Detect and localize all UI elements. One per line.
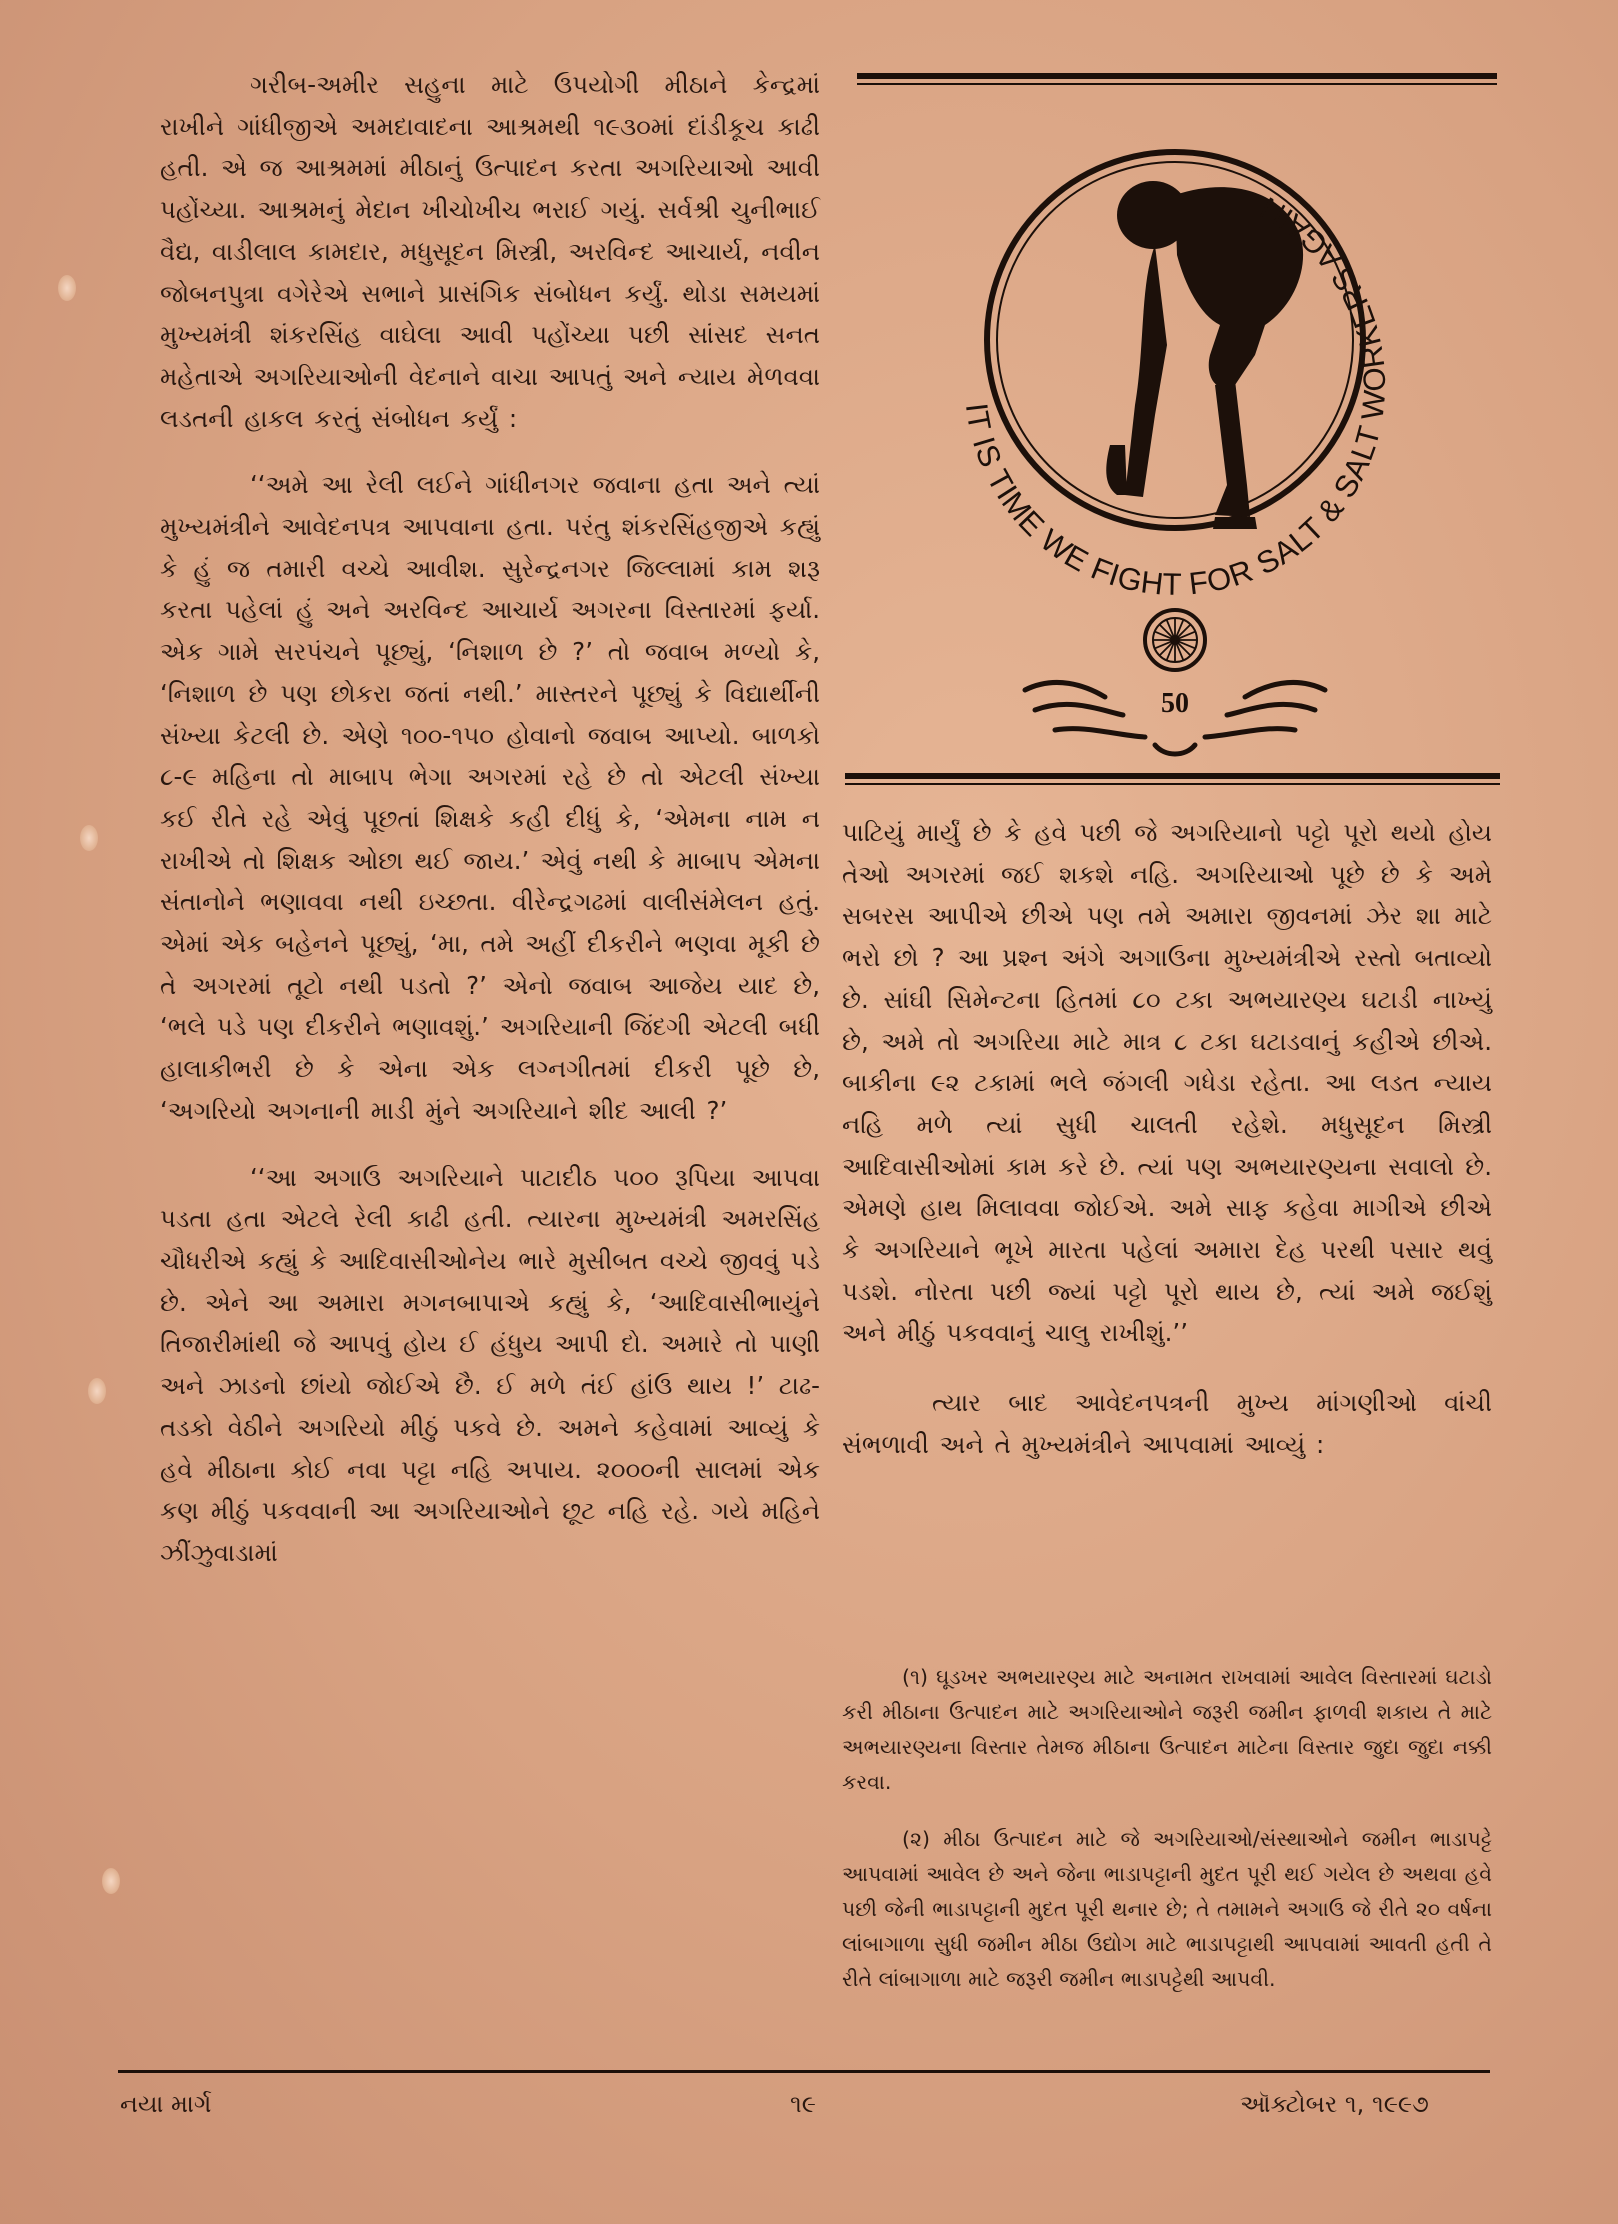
footer-page-number: ૧૯: [790, 2090, 816, 2118]
top-rule: [857, 73, 1497, 79]
punch-hole: [102, 1868, 120, 1894]
salt-workers-emblem: [855, 85, 1495, 765]
paragraph: ગરીબ-અમીર સહુના માટે ઉપયોગી મીઠાને કેન્દ્રમાં રાખીને ગાંધીજીએ અમદાવાદના આશ્રમથી ૧૯૩૦માં દાંડીકૂચ કાઢી હતી. એ જ આશ્રમમાં મીઠાનું ઉત્પાદન કરતા અગરિયાઓ આવી પહોંચ્યા. આશ્રમનું મેદાન ખીચોખીચ ભરાઈ ગયું. સર્વશ્રી ચુનીભાઈ વૈદ્ય, વાડીલાલ કામદાર, મધુસૂદન મિસ્ત્રી, અરવિન્દ આચાર્ય, નવીન જોબનપુત્રા વગેરેએ સભાને પ્રાસંગિક સંબોધન કર્યું. થોડા સમયમાં મુખ્યમંત્રી શંકરસિંહ વાઘેલા આવી પહોંચ્યા પછી સાંસદ સનત મહેતાએ અગરિયાઓની વેદનાને વાચા આપતું અને ન્યાય મેળવવા લડતની હાકલ કરતું સંબોધન કર્યું :: [160, 70, 820, 433]
right-column: [842, 812, 1492, 1466]
footer-publication: નયા માર્ગ: [120, 2090, 212, 2118]
demand-item: (૧) ઘૂડખર અભયારણ્ય માટે અનામત રાખવામાં આવેલ વિસ્તારમાં ઘટાડો કરી મીઠાના ઉત્પાદન માટે અગરિયાઓને જરૂરી જમીન ફાળવી શકાય તે માટે અભયારણ્યના વિસ્તાર તેમજ મીઠાના ઉત્પાદન માટેના વિસ્તાર જુદા જુદા નક્કી કરવા.: [842, 1665, 1492, 1794]
paragraph: ‘‘આ અગાઉ અગરિયાને પાટાદીઠ ૫૦૦ રૂપિયા આપવા પડતા હતા એટલે રેલી કાઢી હતી. ત્યારના મુખ્યમંત્રી અમરસિંહ ચૌધરીએ કહ્યું કે આદિવાસીઓનેય ભારે મુસીબત વચ્ચે જીવવું પડે છે. એને આ અમારા મગનબાપાએ કહ્યું કે, ‘આદિવાસીભાયુંને તિજારીમાંથી જે આપવું હોય ઈ હંધુય આપી દો. અમારે તો પાણી અને ઝાડનો છાંયો જોઈએ છૈ. ઈ મળે તંઈ હાંઉ થાય !’ ટાઢ-તડકો વેઠીને અગરિયો મીઠું પકવે છે. અમને કહેવામાં આવ્યું કે હવે મીઠાના કોઈ નવા પટ્ટા નહિ અપાય. ૨૦૦૦ની સાલમાં એક કણ મીઠું પકવવાની આ અગરિયાઓને છૂટ નહિ રહે. ગયે મહિને ઝીંઝુવાડામાં: [160, 1162, 820, 1567]
emblem-number: 50: [1161, 688, 1189, 719]
emblem-bottom-rule: [845, 773, 1500, 779]
demand-item: (૨) મીઠા ઉત્પાદન માટે જે અગરિયાઓ/સંસ્થાઓને જમીન ભાડાપટ્ટે આપવામાં આવેલ છે અને જેના ભાડાપટ્ટાની મુદત પૂરી થઈ ગયેલ છે અથવા હવે પછી જેની ભાડાપટ્ટાની મુદત પૂરી થનાર છે; તે તમામને અગાઉ જે રીતે ૨૦ વર્ષના લાંબાગાળા સુધી જમીન મીઠા ઉદ્યોગ માટે ભાડાપટ્ટાથી આપવામાં આવતી હતી તે રીતે લાંબાગાળા માટે જરૂરી જમીન ભાડાપટ્ટેથી આપવી.: [842, 1827, 1492, 1991]
footer-rule: [118, 2070, 1490, 2073]
punch-hole: [80, 825, 98, 851]
salt-worker-figure: [1106, 181, 1303, 529]
punch-hole: [58, 275, 76, 301]
demands-list: [842, 1660, 1492, 1997]
emblem-circle-text: IT IS TIME WE FIGHT FOR SALT & SALT WORKERS AGAIN: [958, 189, 1393, 602]
punch-hole: [88, 1378, 106, 1404]
left-column: [160, 64, 820, 1574]
emblem-bottom-rule-thin: [845, 783, 1500, 785]
paragraph: ‘‘અમે આ રેલી લઈને ગાંધીનગર જવાના હતા અને ત્યાં મુખ્યમંત્રીને આવેદનપત્ર આપવાના હતા. પરંતુ શંકરસિંહજીએ કહ્યું કે હું જ તમારી વચ્ચે આવીશ. સુરેન્દ્રનગર જિલ્લામાં કામ શરૂ કરતા પહેલાં હું અને અરવિન્દ આચાર્ય અગરના વિસ્તારમાં ફર્યા. એક ગામે સરપંચને પૂછ્યું, ‘નિશાળ છે ?’ તો જવાબ મળ્યો કે, ‘નિશાળ છે પણ છોકરા જતાં નથી.’ માસ્તરને પૂછ્યું કે વિદ્યાર્થીની સંખ્યા કેટલી છે. એણે ૧૦૦-૧૫૦ હોવાનો જવાબ આપ્યો. બાળકો ૮-૯ મહિના તો માબાપ ભેગા અગરમાં રહે છે તો એટલી સંખ્યા કઈ રીતે રહે એવું પૂછતાં શિક્ષકે કહી દીધું કે, ‘એમના નામ ન રાખીએ તો શિક્ષક ઓછા થઈ જાય.’ એવું નથી કે માબાપ એમના સંતાનોને ભણાવવા નથી ઇચ્છતા. વીરેન્દ્રગઢમાં વાલીસંમેલન હતું. એમાં એક બહેનને પૂછ્યું, ‘મા, તમે અહીં દીકરીને ભણવા મૂકી છે તે અગરમાં તૂટો નથી પડતો ?’ એનો જવાબ આજેય યાદ છે, ‘ભલે પડે પણ દીકરીને ભણાવશું.’ અગરિયાની જિંદગી એટલી બધી હાલાકીભરી છે કે એના એક લગ્નગીતમાં દીકરી પૂછે છે, ‘અગરિયો અગનાની માડી મુંને અગરિયાને શીદ આલી ?’: [160, 470, 820, 1125]
paragraph: ત્યાર બાદ આવેદનપત્રની મુખ્ય માંગણીઓ વાંચી સંભળાવી અને તે મુખ્યમંત્રીને આપવામાં આવ્યું :: [842, 1388, 1492, 1459]
footer-date: ઑક્ટોબર ૧, ૧૯૯૭: [1240, 2090, 1429, 2118]
chakra-icon: [1145, 610, 1205, 670]
paragraph: પાટિયું માર્યું છે કે હવે પછી જે અગરિયાનો પટ્ટો પૂરો થયો હોય તેઓ અગરમાં જઈ શકશે નહિ. અગરિયાઓ પૂછે છે કે અમે સબરસ આપીએ છીએ પણ તમે અમારા જીવનમાં ઝેર શા માટે ભરો છો ? આ પ્રશ્ન અંગે અગાઉના મુખ્યમંત્રીએ રસ્તો બતાવ્યો છે. સાંઘી સિમેન્ટના હિતમાં ૮૦ ટકા અભયારણ્ય ઘટાડી નાખ્યું છે, અમે તો અગરિયા માટે માત્ર ૮ ટકા ઘટાડવાનું કહીએ છીએ. બાકીના ૯૨ ટકામાં ભલે જંગલી ગધેડા રહેતા. આ લડત ન્યાય નહિ મળે ત્યાં સુધી ચાલતી રહેશે. મધુસૂદન મિસ્ત્રી આદિવાસીઓમાં કામ કરે છે. ત્યાં પણ અભયારણ્યના સવાલો છે. એમણે હાથ મિલાવવા જોઈએ. અમે સાફ કહેવા માગીએ છીએ કે અગરિયાને ભૂખે મારતા પહેલાં અમારા દેહ પરથી પસાર થવું પડશે. નોરતા પછી જ્યાં પટ્ટો પૂરો થાય છે, ત્યાં અમે જઈશું અને મીઠું પકવવાનું ચાલુ રાખીશું.’’: [842, 818, 1492, 1348]
